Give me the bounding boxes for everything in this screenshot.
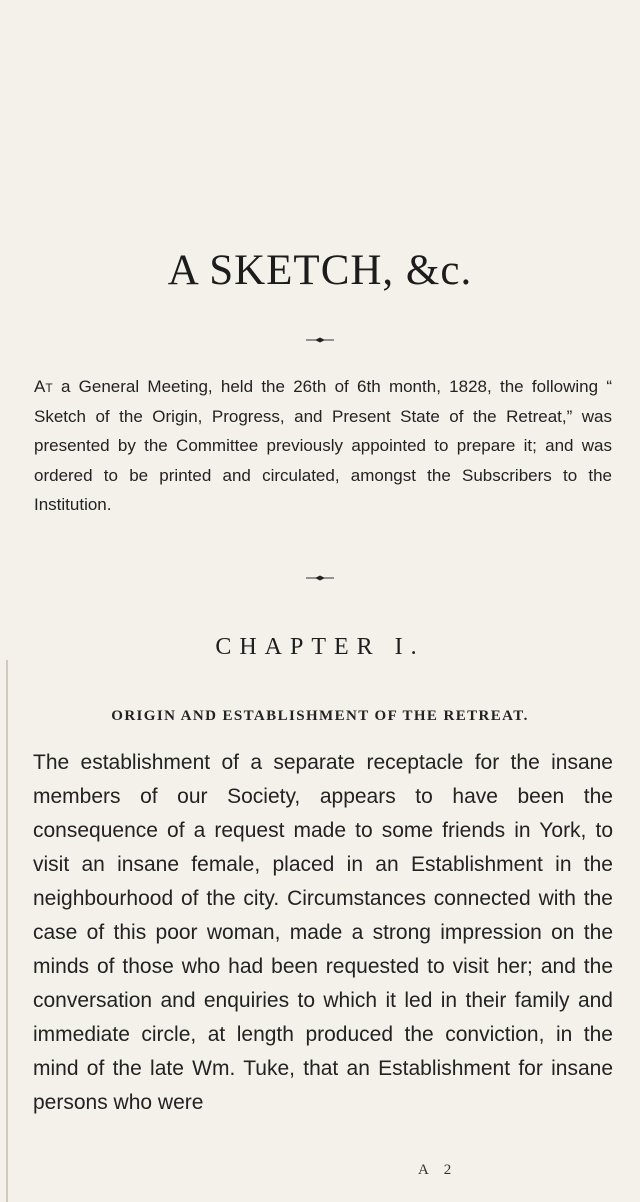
chapter-heading: CHAPTER I. <box>215 634 425 660</box>
ornament-divider-icon <box>305 574 335 582</box>
document-title: A SKETCH, &c. <box>167 247 473 294</box>
intro-text: a General Meeting, held the 26th of 6th month, 1828, the following “ Sketch of the Origin, Progress, and Present State of the Retreat,” was presented by the Committee previously appointed to prepare it; and was ordered to be printed and circulated, amongst the Subscribers to the Institution. <box>34 377 612 514</box>
ornament-divider-icon <box>305 336 335 344</box>
section-heading: ORIGIN AND ESTABLISHMENT OF THE RETREAT. <box>111 708 529 724</box>
intro-lead-word: At <box>34 377 53 396</box>
binding-edge <box>6 660 8 1202</box>
signature-mark: A 2 <box>418 1162 458 1178</box>
ornament-divider <box>305 574 335 582</box>
body-paragraph: The establishment of a separate receptacle for the insane members of our Society, appears to have been the consequence of a request made to some friends in York, to visit an insane female, placed in an Establishment in the neighbourhood of the city. Circumstances connected with the case of this poor woman, made a strong impression on the minds of those who had been requested to visit her; and the conversation and enquiries to which it led in their family and immediate circle, at length produced the conviction, in the mind of the late Wm. Tuke, that an Establishment for insane persons who were <box>33 751 613 1114</box>
intro-paragraph <box>34 372 612 520</box>
ornament-divider <box>305 336 335 344</box>
